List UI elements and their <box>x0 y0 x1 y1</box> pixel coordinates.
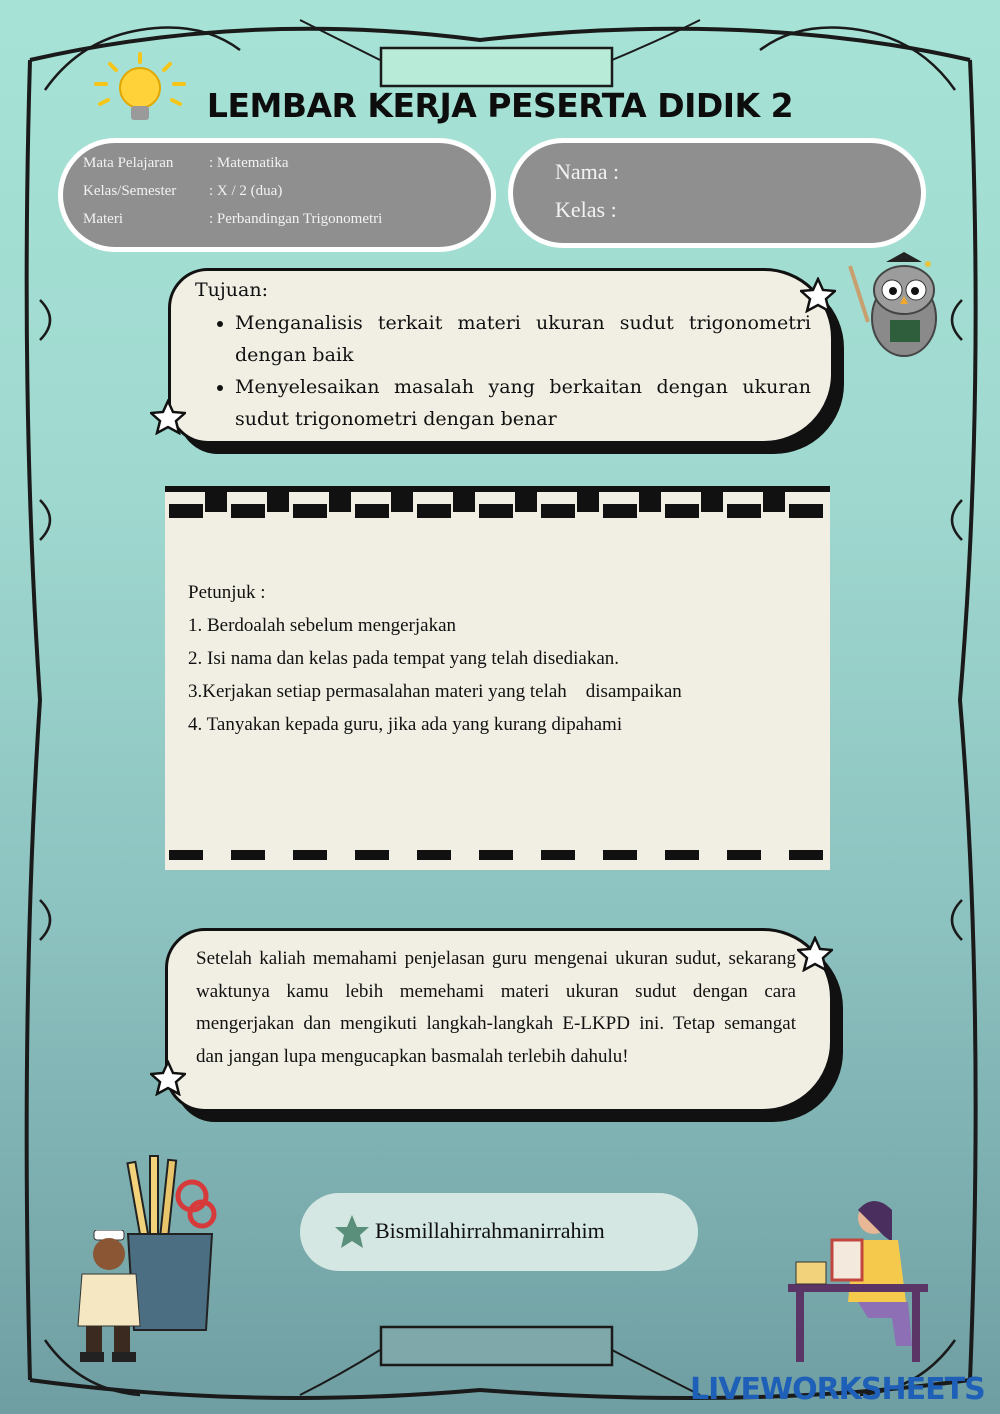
instructions-heading: Petunjuk : <box>188 582 266 603</box>
class-field[interactable]: Kelas : <box>555 197 617 222</box>
objectives-list <box>211 307 811 435</box>
name-field[interactable]: Nama : <box>555 159 620 184</box>
bottom-label-plate <box>381 1327 612 1365</box>
woman-desk-icon <box>788 1196 938 1364</box>
info-row-class: Kelas/Semester : X / 2 (dua) <box>83 183 283 199</box>
top-label-plate <box>381 48 612 86</box>
objective-item: • Menganalisis terkait materi ukuran sudut trigonometri dengan baik <box>235 307 811 371</box>
owl-teacher-icon <box>846 248 946 362</box>
star-icon <box>800 277 836 313</box>
bottom-tape-pattern <box>165 846 830 866</box>
instruction-item: 4. Tanyakan kepada guru, jika ada yang kurang dipahami <box>188 714 623 735</box>
subject-info-box <box>58 138 496 252</box>
bismillah-button[interactable] <box>300 1193 698 1271</box>
top-tape-pattern <box>165 486 830 526</box>
page-title: LEMBAR KERJA PESERTA DIDIK 2 <box>206 86 794 125</box>
motivation-card <box>165 928 833 1112</box>
student-identity-box <box>508 138 926 248</box>
objective-item: • Menyelesaikan masalah yang berkaitan dengan ukuran sudut trigonometri dengan benar <box>235 371 811 435</box>
instructions-card <box>165 486 830 870</box>
motivation-text: Setelah kaliah memahami penjelasan guru mengenai ukuran sudut, sekarang waktunya kamu lebih memehami materi ukuran sudut dengan cara mengerjakan dan mengikuti langkah-langkah E-LKPD ini. Tetap semangat dan jangan lupa mengucapkan basmalah terlebih dahulu! <box>196 948 796 1067</box>
objectives-heading: Tujuan: <box>195 279 269 301</box>
instruction-item: 3.Kerjakan setiap permasalahan materi yang telah disampaikan <box>188 681 682 702</box>
star-icon <box>334 1214 370 1250</box>
bismillah-label: Bismillahirrahmanirrahim <box>375 1218 605 1243</box>
info-row-material: Materi : Perbandingan Trigonometri <box>83 211 383 227</box>
objectives-card <box>168 268 834 444</box>
instruction-item: 1. Berdoalah sebelum mengerjakan <box>188 615 457 636</box>
info-row-subject: Mata Pelajaran : Matematika <box>83 155 289 171</box>
liveworksheets-watermark: LIVEWORKSHEETS <box>690 1372 985 1407</box>
instruction-item: 2. Isi nama dan kelas pada tempat yang telah disediakan. <box>188 648 620 669</box>
star-icon <box>150 1060 186 1096</box>
star-icon <box>797 936 833 972</box>
star-icon <box>150 399 186 435</box>
boy-figure-icon <box>66 1230 150 1366</box>
